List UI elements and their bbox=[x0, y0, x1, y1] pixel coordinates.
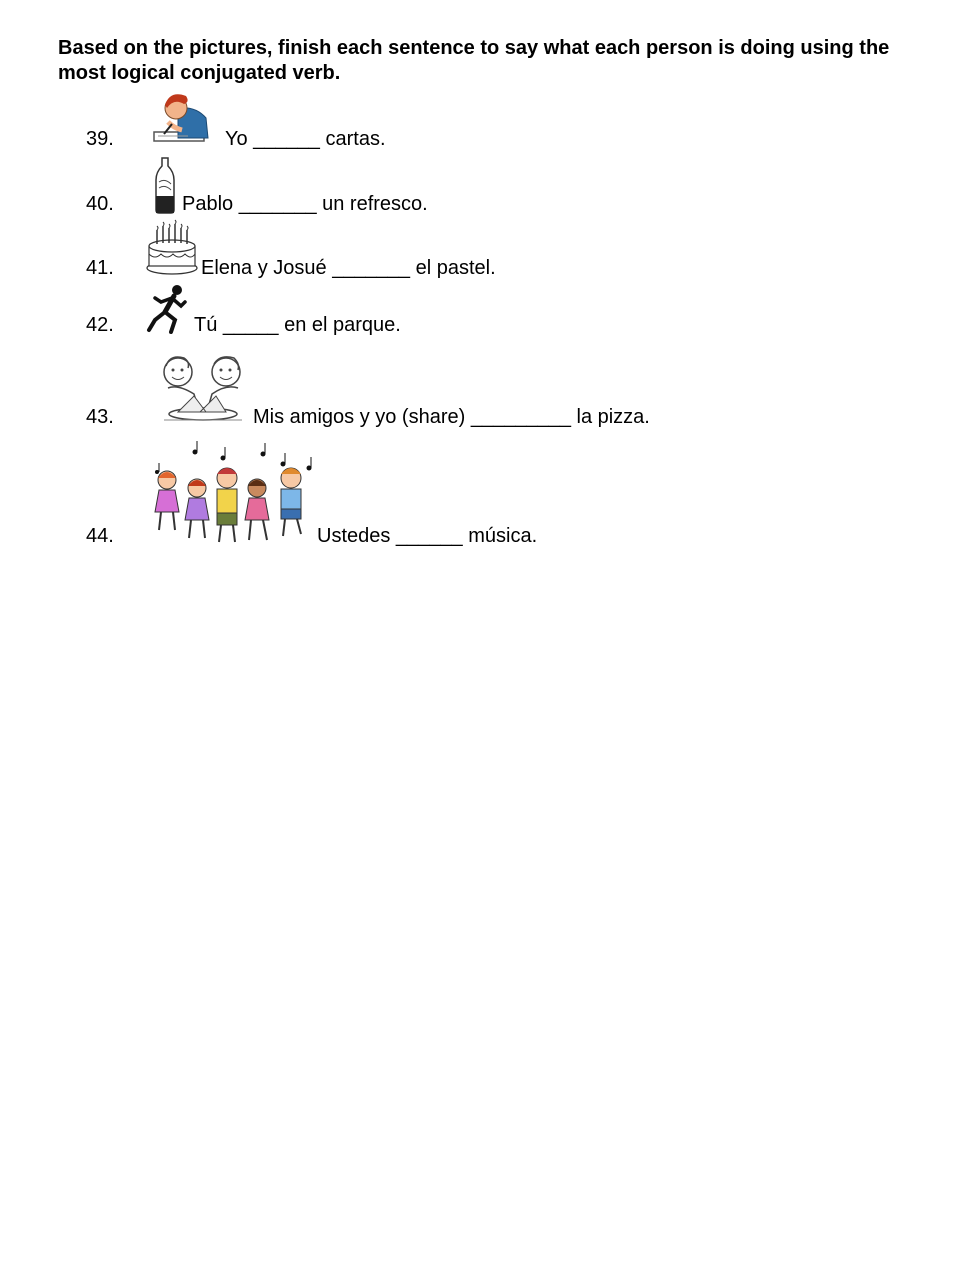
sentence-text: Yo ______ cartas. bbox=[225, 128, 386, 150]
sentence-text: Ustedes ______ música. bbox=[317, 525, 538, 547]
running-man-icon bbox=[145, 284, 187, 334]
birthday-cake-icon bbox=[145, 216, 199, 276]
sentence-text: Pablo _______ un refresco. bbox=[182, 193, 428, 215]
sentence-text: Mis amigos y yo (share) _________ la pizza. bbox=[253, 406, 650, 428]
item-number: 42. bbox=[86, 314, 114, 336]
item-number: 44. bbox=[86, 525, 114, 547]
instructions-heading: Based on the pictures, finish each sentence to say what each person is doing using the most logical conjugated verb. bbox=[58, 37, 890, 84]
item-number: 43. bbox=[86, 406, 114, 428]
item-number: 39. bbox=[86, 128, 114, 150]
item-number: 40. bbox=[86, 193, 114, 215]
sentence-text: Tú _____ en el parque. bbox=[194, 314, 401, 336]
friends-sharing-pizza-icon bbox=[154, 348, 252, 424]
soda-bottle-icon bbox=[153, 156, 177, 214]
sentence-text: Elena y Josué _______ el pastel. bbox=[201, 257, 496, 279]
item-number: 41. bbox=[86, 257, 114, 279]
writing-letter-icon bbox=[148, 88, 212, 146]
kids-dancing-music-icon bbox=[145, 438, 315, 546]
